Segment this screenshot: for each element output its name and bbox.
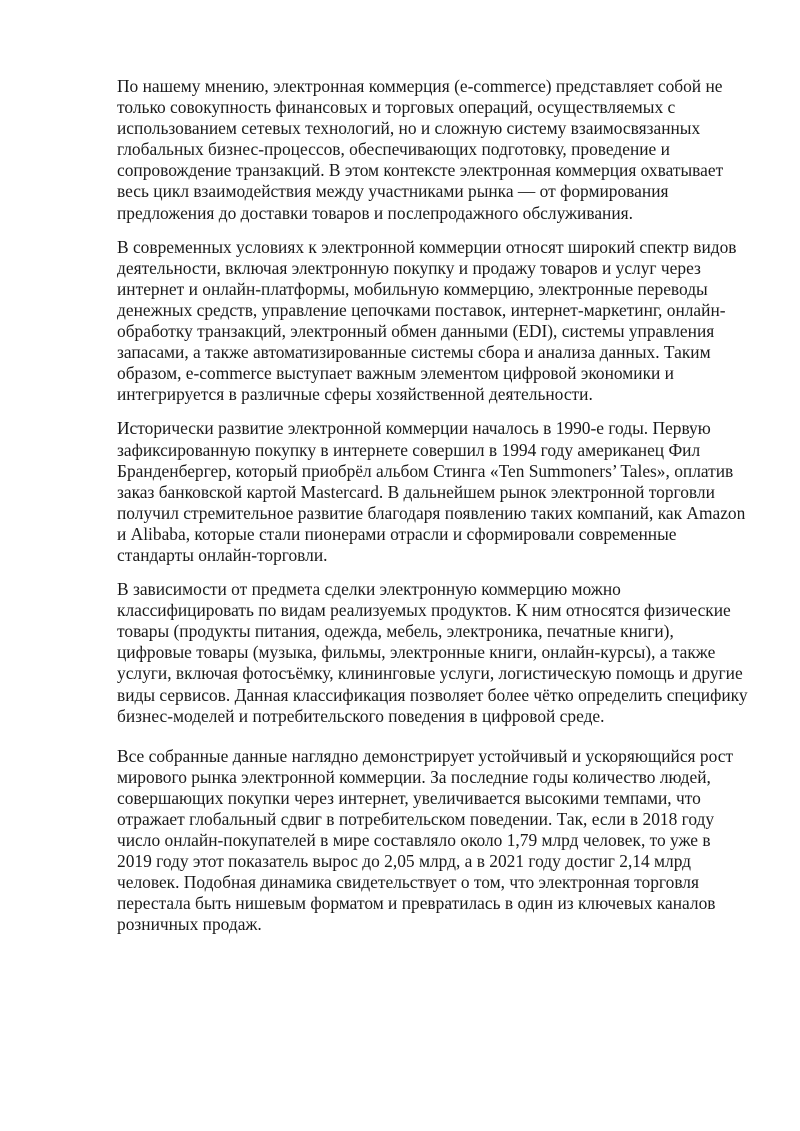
paragraph-ecommerce-growth: Все собранные данные наглядно демонстрирует устойчивый и ускоряющийся рост мирового рынка электронной коммерции. За последние годы количество людей, совершающих покупки через интернет, увеличивается высокими темпами, что отражает глобальный сдвиг в потребительском поведении. Так, если в 2018 году число онлайн-покупателей в мире составляло около 1,79 млрд человек, то уже в 2019 году этот показатель вырос до 2,05 млрд, а в 2021 году достиг 2,14 млрд человек. Подобная динамика свидетельствует о том, что электронная торговля перестала быть нишевым форматом и превратилась в один из ключевых каналов розничных продаж. — [117, 745, 734, 935]
paragraph-ecommerce-activities: В современных условиях к электронной коммерции относят широкий спектр видов деятельности, включая электронную покупку и продажу товаров и услуг через интернет и онлайн-платформы, мобильную коммерцию, электронные переводы денежных средств, управление цепочками поставок, интернет-маркетинг, онлайн-обработку транзакций, электронный обмен данными (EDI), системы управления запасами, а также автоматизированные системы сбора и анализа данных. Таким образом, e-commerce выступает важным элементом цифровой экономики и интегрируется в различные сферы хозяйственной деятельности. — [117, 236, 737, 405]
paragraph-ecommerce-classification: В зависимости от предмета сделки электронную коммерцию можно классифицировать по видам реализуемых продуктов. К ним относятся физические товары (продукты питания, одежда, мебель, электроника, печатные книги), цифровые товары (музыка, фильмы, электронные книги, онлайн-курсы), а также услуги, включая фотосъёмку, клининговые услуги, логистическую помощь и другие виды сервисов. Данная классификация позволяет более чётко определить специфику бизнес-моделей и потребительского поведения в цифровой среде. — [117, 579, 748, 726]
paragraph-ecommerce-definition: По нашему мнению, электронная коммерция (e-commerce) представляет собой не только совокупность финансовых и торговых операций, осуществляемых с использованием сетевых технологий, но и сложную систему взаимосвязанных глобальных бизнес-процессов, обеспечивающих подготовку, проведение и сопровождение транзакций. В этом контексте электронная коммерция охватывает весь цикл взаимодействия между участниками рынка — от формирования предложения до доставки товаров и послепродажного обслуживания. — [117, 76, 724, 223]
paragraph-ecommerce-history: Исторически развитие электронной коммерции началось в 1990-е годы. Первую зафиксированную покупку в интернете совершил в 1994 году американец Фил Бранденбергер, который приобрёл альбом Стинга «Ten Summoners’ Tales», оплатив заказ банковской картой Mastercard. В дальнейшем рынок электронной торговли получил стремительное развитие благодаря появлению таких компаний, как Amazon и Alibaba, которые стали пионерами отрасли и сформировали современные стандарты онлайн-торговли. — [117, 418, 746, 565]
document-page — [117, 76, 749, 949]
